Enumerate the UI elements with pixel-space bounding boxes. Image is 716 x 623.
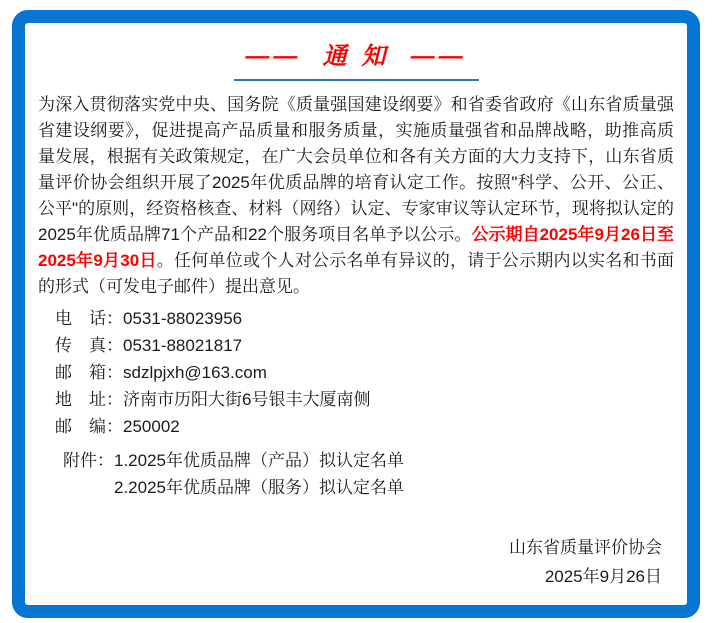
attachments-list [114,447,404,501]
publicity-period-highlight: 公示期自2025年9月26日至2025年9月30日 [38,225,674,270]
notice-body-paragraph [38,92,674,300]
title-block [38,42,674,81]
attachments-block [63,447,674,501]
signature-block [509,533,662,591]
attachments-label: 附件： [63,451,114,470]
attachment-item-services: 2.2025年优质品牌（服务）拟认定名单 [114,478,404,497]
notice-title: —— 通 知 —— [245,43,467,70]
contact-line-phone: 电 话：0531-88023956 [55,309,243,328]
title-underline [234,79,479,81]
notice-content [25,23,687,605]
notice-frame [12,10,700,618]
signature-date: 2025年9月26日 [544,567,662,586]
body-text-part2: 。任何单位或个人对公示名单有异议的，请于公示期内以实名和书面的形式（可发电子邮件）提出意见。 [38,251,675,296]
body-text-part1: 为深入贯彻落实党中央、国务院《质量强国建设纲要》和省委省政府《山东省质量强省建设纲要》，促进提高产品质量和服务质量，实施质量强省和品牌战略，助推高质量发展，根据有关政策规定，在广大会员单位和各有关方面的大力支持下，山东省质量评价协会组织开展了2025年优质品牌的培育认定工作。按照"科学、公开、公正、公平"的原则，经资格核查、材料（网络）认定、专家审议等认定环节，现将拟认定的2025年优质品牌71个产品和22个服务项目名单予以公示。 [38,95,674,244]
contact-block [55,305,674,440]
contact-line-email: 邮 箱：sdzlpjxh@163.com [55,363,267,382]
contact-line-address: 地 址：济南市历阳大街6号银丰大厦南侧 [55,390,371,409]
contact-line-fax: 传 真：0531-88021817 [55,336,243,355]
contact-line-postcode: 邮 编：250002 [55,417,180,436]
attachment-item-products: 1.2025年优质品牌（产品）拟认定名单 [114,451,404,470]
signature-organization: 山东省质量评价协会 [509,538,662,557]
